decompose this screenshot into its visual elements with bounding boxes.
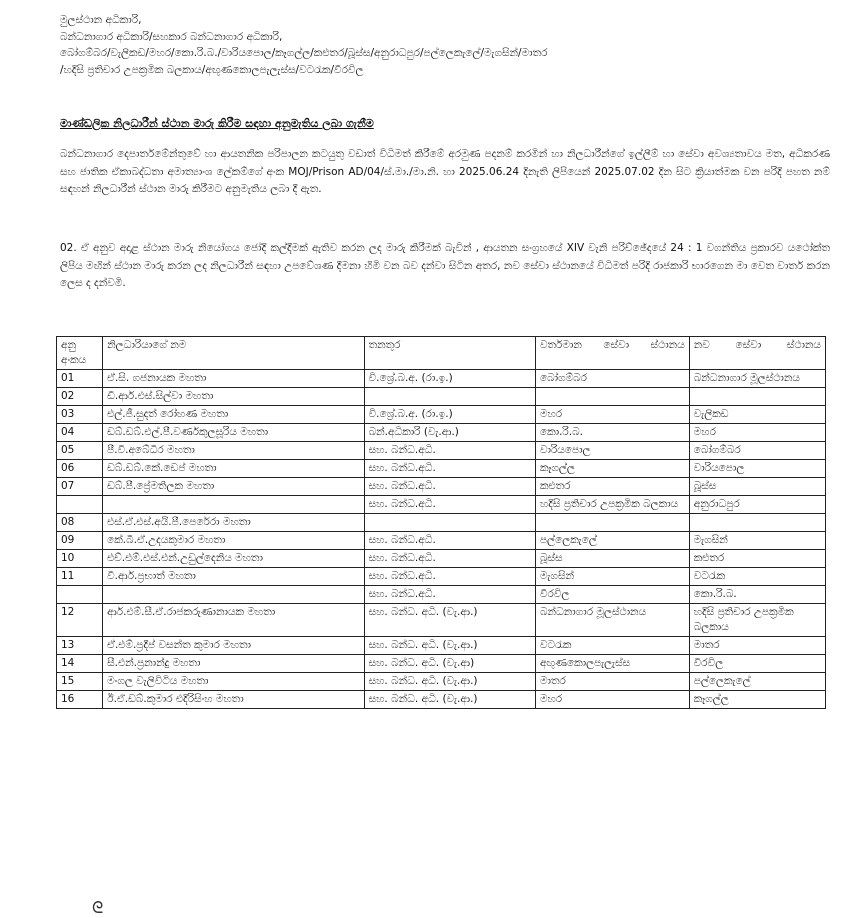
table-row (57, 691, 826, 709)
cell-serial-no: 16 (57, 691, 103, 709)
cell-officer-name: ඩබ්.ඩබ්.කේ.ඩෙප් මහතා (103, 460, 364, 478)
cell-officer-name: ඒ.සි. ගජනායක මහතා (103, 370, 364, 388)
cell-serial-no (57, 586, 103, 604)
cell-current-station: මාතර (535, 673, 689, 691)
cell-officer-name: වී.ආර්.ප්‍රභාත් මහතා (103, 568, 364, 586)
cell-officer-name: එල්.ජී.සුදත් රෝහණ මහතා (103, 406, 364, 424)
header-new-station: නව සේවා ස්ථානය (689, 337, 825, 370)
cell-rank: වි.ශ්‍රේ.බ.අ. (රා.ඉ.) (364, 406, 535, 424)
cell-new-station (689, 388, 825, 406)
table-row (57, 370, 826, 388)
addressee-block (60, 12, 830, 78)
cell-new-station: බන්ධනාගාර මූලස්ථානය (689, 370, 825, 388)
cell-rank: සහ. බන්ධ. අධි. (වැ.ආ) (364, 655, 535, 673)
table-row (57, 442, 826, 460)
cell-officer-name: ඩබ්.පී.ප්‍රේමතිලක මහතා (103, 478, 364, 496)
table-row (57, 532, 826, 550)
header-rank: තනතුර (364, 337, 535, 370)
addressee-line: බන්ධනාගාර අධිකාරි/සහකාර බන්ධනාගාර අධිකාරි, (60, 30, 283, 43)
cell-new-station (689, 514, 825, 532)
cell-rank: වි.ශ්‍රේ.බ.අ. (රා.ඉ.) (364, 370, 535, 388)
cell-new-station: වටරැක (689, 568, 825, 586)
cell-rank: සහ. බන්ධ. අධි. (වැ.ආ.) (364, 691, 535, 709)
cell-officer-name: එච්.එම්.එස්.එන්.උඩුල්දෙනිය මහතා (103, 550, 364, 568)
table-row (57, 460, 826, 478)
table-row (57, 673, 826, 691)
table-row (57, 496, 826, 514)
cell-current-station: කො.රි.බ. (535, 424, 689, 442)
cell-serial-no: 08 (57, 514, 103, 532)
cell-serial-no: 05 (57, 442, 103, 460)
cell-new-station: මහර (689, 424, 825, 442)
cell-officer-name (103, 586, 364, 604)
table-row (57, 550, 826, 568)
cell-new-station: හදිසි ප්‍රතිචාර උපක්‍රමික බලකාය (689, 604, 825, 637)
paragraph-2: 02. ඒ අනුව අදාළ ස්ථාන මාරු නියෝගය ජෝදි කල්දීමක් ඇතිව කරන ලද මාරු කිරීමක් බැවින් , ආයතන සංග්‍රහයේ XIV වැනි පරිච්ඡේදයේ 24 : 1 වගන්තිය ප්‍රකාරව යථෝක්ත ලිපිය මඟින් ස්ථාන මාරු කරන ලද නිලධාරීන් සඳහා උපවේශණ දීමනා හිමි වන බව දන්වා සිටින අතර, නව සේවා ස්ථානයේ විධිමත් පරිදි රාජකාරි භාරගෙන මා වෙත වාර්ත කරන ලෙස ද දන්වමි. (60, 242, 830, 289)
table-row (57, 637, 826, 655)
cell-officer-name: ඩී.ආර්.එස්.සිල්වා මහතා (103, 388, 364, 406)
cell-new-station: බූස්ස (689, 478, 825, 496)
cell-current-station (535, 388, 689, 406)
cell-current-station: වටරැක (535, 637, 689, 655)
table-row (57, 478, 826, 496)
cell-serial-no: 04 (57, 424, 103, 442)
header-serial-no: අනු අංකය (57, 337, 103, 370)
cell-new-station: වීරවිල (689, 655, 825, 673)
cell-new-station: බෝගම්බර (689, 442, 825, 460)
table-header-row (57, 337, 826, 370)
cell-officer-name: ආර්.එම්.සී.ඒ.රාජකරුණානායක මහතා (103, 604, 364, 637)
header-current-station: වර්තමාන සේවා ස්ථානය (535, 337, 689, 370)
cell-officer-name (103, 496, 364, 514)
cell-serial-no: 12 (57, 604, 103, 637)
table-row (57, 655, 826, 673)
table-row (57, 406, 826, 424)
cell-officer-name: සී.එන්.ප්‍රනාන්දු මහතා (103, 655, 364, 673)
cell-current-station: බෝගම්බර (535, 370, 689, 388)
cell-serial-no: 14 (57, 655, 103, 673)
table-row (57, 586, 826, 604)
cell-rank: සහ. බන්ධ.අධි. (364, 442, 535, 460)
table-row (57, 388, 826, 406)
table-row (57, 514, 826, 532)
cell-rank: සහ. බන්ධ. අධි. (වැ.ආ.) (364, 637, 535, 655)
cell-serial-no: 01 (57, 370, 103, 388)
cell-officer-name: ඒ.එම්.ප්‍රදීප් වසන්ත කුමාර මහතා (103, 637, 364, 655)
cell-rank: සහ. බන්ධ.අධි. (364, 532, 535, 550)
table-row (57, 424, 826, 442)
cell-serial-no: 02 (57, 388, 103, 406)
cell-current-station: මහර (535, 691, 689, 709)
cell-officer-name: කේ.බී.ඒ.උදයකුමාර මහතා (103, 532, 364, 550)
cell-rank: බන්.අධිකාරි (වැ.ආ.) (364, 424, 535, 442)
cell-current-station: මහර (535, 406, 689, 424)
cell-current-station: මැගසින් (535, 568, 689, 586)
transfer-table (56, 336, 826, 709)
cell-serial-no: 09 (57, 532, 103, 550)
cell-serial-no: 13 (57, 637, 103, 655)
cell-new-station: පල්ලෙකැලේ (689, 673, 825, 691)
cell-rank: සහ. බන්ධ.අධි. (364, 586, 535, 604)
cell-current-station: අඟුණකොලපැලැස්ස (535, 655, 689, 673)
signature-mark: ᘓ (92, 898, 104, 917)
cell-serial-no: 11 (57, 568, 103, 586)
cell-current-station (535, 514, 689, 532)
table-row (57, 604, 826, 637)
cell-rank: සහ. බන්ධ. අධි. (වැ.ආ.) (364, 604, 535, 637)
cell-new-station: මාතර (689, 637, 825, 655)
cell-rank: සහ. බන්ධ.අධි. (364, 496, 535, 514)
cell-serial-no: 03 (57, 406, 103, 424)
cell-serial-no: 07 (57, 478, 103, 496)
cell-officer-name: ඩබ්.ඩබ්.එල්.පී.වර්ණකුලසූරිය මහතා (103, 424, 364, 442)
cell-serial-no: 06 (57, 460, 103, 478)
table-row (57, 568, 826, 586)
addressee-line: මුලස්ථාන අධිකාරි, (60, 14, 142, 26)
cell-new-station: කළුතර (689, 550, 825, 568)
cell-rank: සහ. බන්ධ.අධි. (364, 550, 535, 568)
cell-officer-name: ඊ.ඒ.ඩබ්.කුමාර එදිරිසිංහ මහතා (103, 691, 364, 709)
addressee-line: බෝගම්බර/වැලිකඩ/මහර/කො.රි.බ./වාරියපොල/කෑගල්ල/කළුතර/බූස්ස/අනුරාධපුර/පල්ලෙකැලේ/මැගසින්/මාතර (60, 47, 548, 59)
cell-rank: සහ. බන්ධ.අධි. (364, 460, 535, 478)
cell-new-station: අනුරාධපුර (689, 496, 825, 514)
cell-serial-no: 15 (57, 673, 103, 691)
cell-new-station: වැලිකඩ (689, 406, 825, 424)
cell-current-station: වාරියපොල (535, 442, 689, 460)
cell-rank: සහ. බන්ධ. අධි. (වැ.ආ.) (364, 673, 535, 691)
cell-rank (364, 514, 535, 532)
cell-new-station: මැගසින් (689, 532, 825, 550)
paragraph-1: බන්ධනාගාර දෙපාර්තමේන්තුවේ හා ආයතනික පරිපාලන කටයුතු වඩාත් විධිමත් කිරීමේ අරමුණ පදනම් කරමින් හා නිලධාරීන්ගේ ඉල්ලීම් හා සේවා අවශ්‍යතාවය මත, අධිකරණ සහ ජාතික ඒකාබද්ධතා අමාත්‍යාංශ ලේකම්ගේ අංක MOJ/Prison AD/04/ස්.මා./මා.නි. හා 2025.06.24 දිනැති ලිපියෙන් 2025.07.02 දින සිට ක්‍රියාත්මක වන පරිදි පහත නම් සඳහන් නිලධාරීන් ස්ථාන මාරු කිරීමට අනුමැතිය ලබා දී ඇත. (60, 148, 830, 195)
subject-heading: මාණ්ඩලික නිලධාරීන් ස්ථාන මාරු කිරීම සඳහා අනුමැතිය ලබා ගැනීම (60, 117, 374, 130)
cell-current-station: කෑගල්ල (535, 460, 689, 478)
cell-new-station: කො.රි.බ. (689, 586, 825, 604)
cell-current-station: කළුතර (535, 478, 689, 496)
cell-officer-name: පී.වී.අබේධීර මහතා (103, 442, 364, 460)
cell-current-station: වීරවිල (535, 586, 689, 604)
cell-new-station: කෑගල්ල (689, 691, 825, 709)
cell-officer-name: එස්.ඒ.එස්.අයි.පී.පෙරේරා මහතා (103, 514, 364, 532)
cell-rank (364, 388, 535, 406)
cell-officer-name: මංගල වැලිවිටිය මහතා (103, 673, 364, 691)
cell-serial-no (57, 496, 103, 514)
cell-current-station: බන්ධනාගාර මූලස්ථානය (535, 604, 689, 637)
cell-new-station: වාරියපොල (689, 460, 825, 478)
addressee-line: /හදිසි ප්‍රතිචාර උපක්‍රමික බලකාය/අඟුණකොලපැලැස්ස/වටරැක/වීරවිල (60, 63, 364, 76)
header-officer-name: නිලධාරියාගේ නම (103, 337, 364, 370)
cell-current-station: පල්ලෙකැලේ (535, 532, 689, 550)
cell-current-station: බූස්ස (535, 550, 689, 568)
cell-rank: සහ. බන්ධ.අධි. (364, 568, 535, 586)
cell-serial-no: 10 (57, 550, 103, 568)
cell-rank: සහ. බන්ධ.අධි. (364, 478, 535, 496)
cell-current-station: හදිසි ප්‍රතිචාර උපක්‍රමික බලකාය (535, 496, 689, 514)
